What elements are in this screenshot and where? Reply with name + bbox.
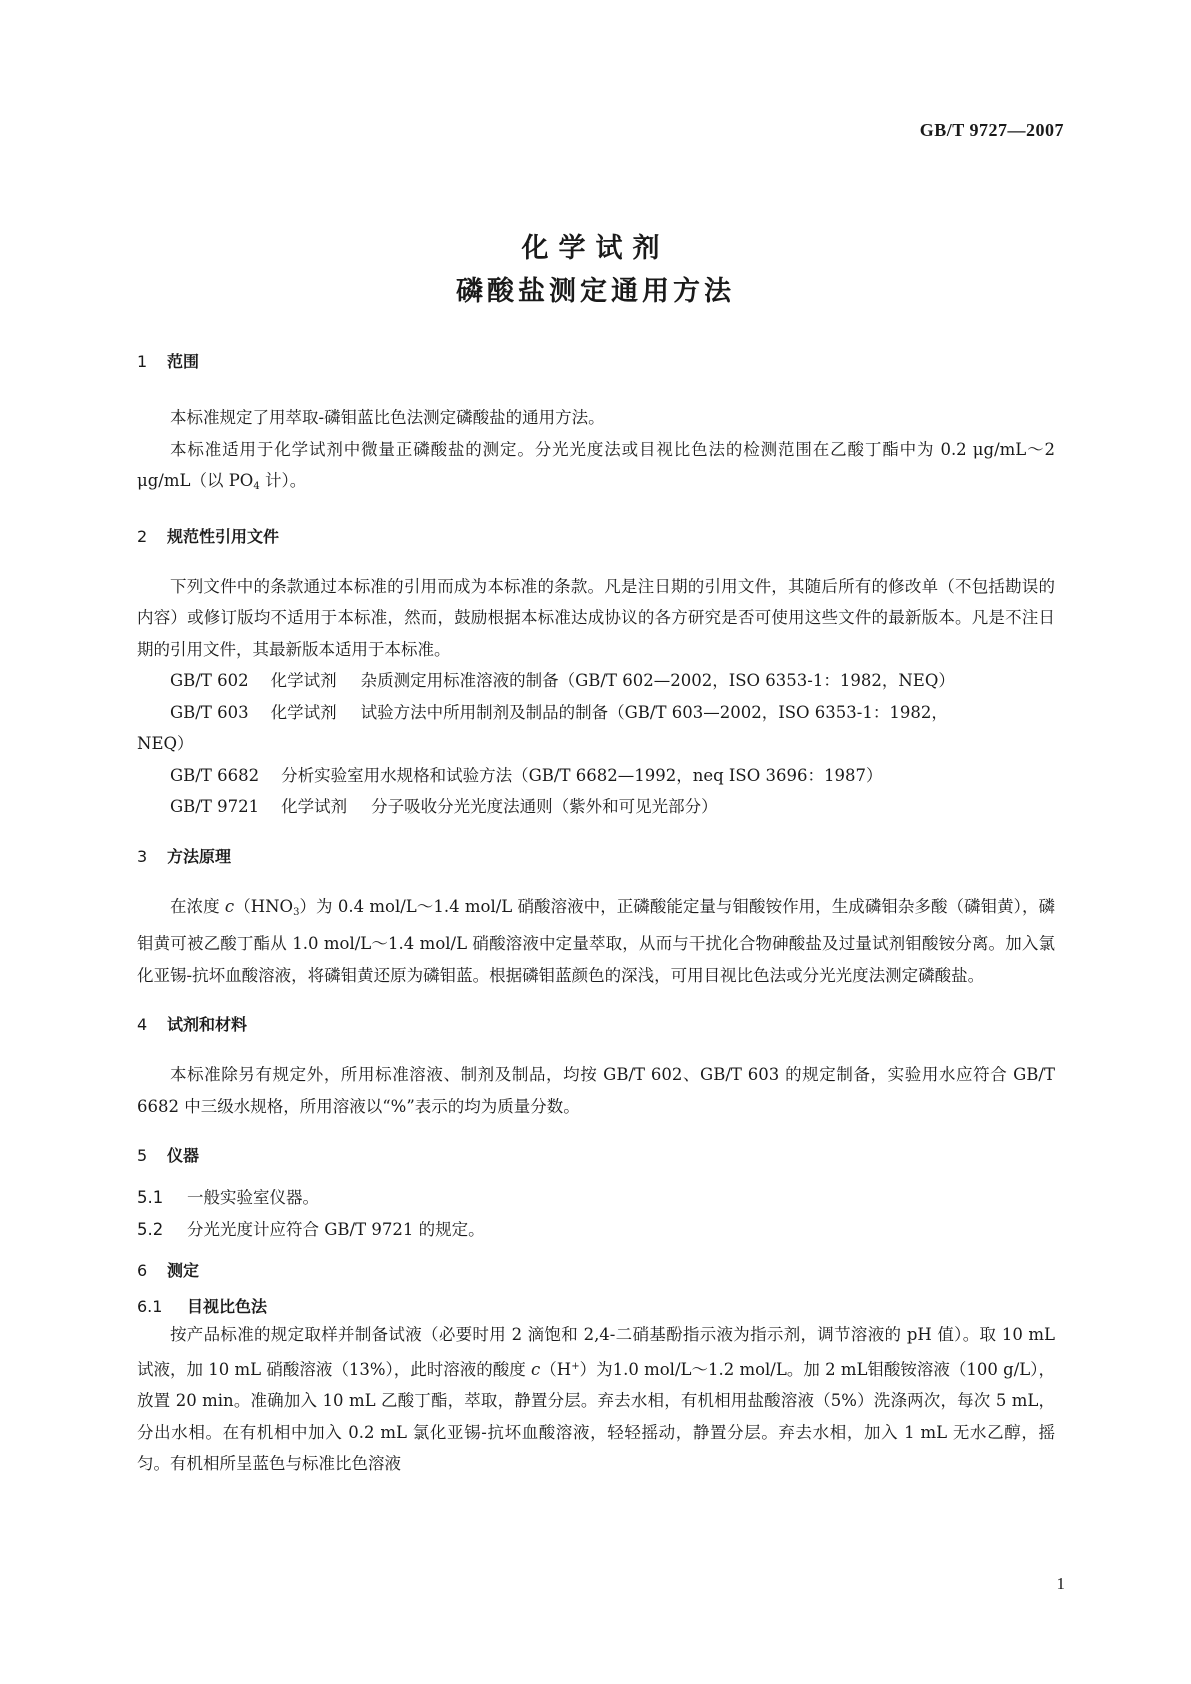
paragraph: 下列文件中的条款通过本标准的引用而成为本标准的条款。凡是注日期的引用文件，其随后所有的修改单（不包括勘误的内容）或修订版均不适用于本标准，然而，鼓励根据本标准达成协议的各方研究是否可使用这些文件的最新版本。凡是不注日期的引用文件，其最新版本适用于本标准。	[137, 576, 1055, 659]
paragraph	[137, 891, 1055, 992]
clause-text: 分光光度计应符合 GB/T 9721 的规定。	[187, 1219, 485, 1239]
document-subtitle: 磷酸盐测定通用方法	[456, 276, 735, 307]
section-heading-4	[137, 1013, 1055, 1037]
page-number: 1	[1056, 1574, 1065, 1593]
section-number: 5	[137, 1146, 148, 1165]
paragraph-text: 按产品标准的规定取样并制备试液（必要时用 2 滴饱和 2,4-二硝基酚指示液为指示剂，调节溶液的 pH 值）。取 10 mL 试液，加 10 mL 硝酸溶液（13%），此时溶液的酸度	[137, 1325, 1055, 1379]
reference-item	[137, 760, 1055, 792]
subscript: 4	[253, 481, 260, 492]
symbol-c: c	[224, 896, 235, 916]
subscript: 3	[293, 906, 300, 918]
section-heading-5	[137, 1144, 1055, 1168]
document-body	[137, 350, 1055, 1480]
section-heading-1	[137, 350, 1055, 374]
section-title: 方法原理	[167, 846, 232, 866]
section-heading-3	[137, 845, 1055, 869]
paragraph: 本标准规定了用萃取-磷钼蓝比色法测定磷酸盐的通用方法。	[170, 408, 605, 427]
reference-category: 化学试剂	[270, 702, 337, 722]
paragraph-text: 在浓度	[170, 896, 225, 916]
symbol-c: c	[531, 1359, 541, 1379]
reference-code: GB/T 9721	[170, 797, 260, 816]
section-heading-6	[137, 1259, 1055, 1283]
reference-item	[137, 665, 1055, 697]
clause-item	[137, 1182, 1055, 1214]
paragraph: 本标准除另有规定外，所用标准溶液、制剂及制品，均按 GB/T 602、GB/T 603 的规定制备，实验用水应符合 GB/T 6682 中三级水规格，所用溶液以“%”表示的均为质量分数。	[137, 1065, 1055, 1116]
reference-code: GB/T 603	[170, 702, 249, 722]
superscript: +	[571, 1360, 580, 1372]
paragraph-text: 本标准适用于化学试剂中微量正磷酸盐的测定。分光光度法或目视比色法的检测范围在乙酸丁酯中为 0.2 μg/mL～2 μg/mL（以 PO	[137, 439, 1055, 490]
section-number: 6	[137, 1261, 148, 1280]
reference-title: 分子吸收分光光度法通则（紫外和可见光部分）	[371, 797, 718, 816]
reference-code: GB/T 602	[170, 671, 249, 690]
section-number: 4	[137, 1015, 148, 1034]
paragraph	[137, 434, 1055, 503]
paragraph	[137, 1319, 1055, 1480]
section-title: 仪器	[167, 1146, 200, 1165]
section-title: 规范性引用文件	[167, 526, 280, 546]
reference-title: 杂质测定用标准溶液的制备（GB/T 602—2002，ISO 6353-1：1982，NEQ）	[360, 671, 955, 690]
standard-code: GB/T 9727—2007	[919, 120, 1064, 140]
paragraph-text: 计）。	[259, 471, 307, 490]
section-heading-2	[137, 525, 1055, 549]
reference-category: 化学试剂	[270, 671, 337, 690]
subsection-title: 目视比色法	[187, 1297, 268, 1316]
reference-title: 分析实验室用水规格和试验方法（GB/T 6682—1992，neq ISO 3696：1987）	[281, 765, 883, 785]
section-title: 试剂和材料	[167, 1015, 248, 1034]
reference-item-continuation: NEQ）	[137, 734, 194, 753]
section-title: 范围	[167, 352, 200, 371]
section-number: 2	[137, 526, 148, 546]
clause-number: 5.1	[137, 1188, 164, 1207]
reference-code: GB/T 6682	[170, 765, 260, 785]
reference-title: 试验方法中所用制剂及制品的制备（GB/T 603—2002，ISO 6353-1：1982，	[360, 702, 948, 722]
section-number: 1	[137, 352, 148, 371]
reference-category: 化学试剂	[281, 797, 348, 816]
paragraph-text: （HNO	[234, 896, 294, 916]
paragraph-text: ）为1.0 mol/L～1.2 mol/L。加 2 mL钼酸铵溶液（100 g/L），放置 20 min。准确加入 10 mL 乙酸丁酯，萃取，静置分层。弃去水相，有机相用盐酸溶液（5%）洗涤两次，每次 5 mL，分出水相。在有机相中加入 0.2 mL 氯化亚锡-抗坏血酸溶液，轻轻摇动，静置分层。弃去水相，加入 1 mL 无水乙醇，摇匀。有机相所呈蓝色与标准比色溶液	[137, 1359, 1056, 1473]
paragraph-text: ）为 0.4 mol/L～1.4 mol/L 硝酸溶液中，正磷酸能定量与钼酸铵作用，生成磷钼杂多酸（磷钼黄），磷钼黄可被乙酸丁酯从 1.0 mol/L～1.4 mol/L 硝酸溶液中定量萃取，从而与干扰化合物砷酸盐及过量试剂钼酸铵分离。加入氯化亚锡-抗坏血酸溶液，将磷钼黄还原为磷钼蓝。根据磷钼蓝颜色的深浅，可用目视比色法或分光光度法测定磷酸盐。	[137, 896, 1055, 985]
subsection-heading-6-1	[137, 1295, 1055, 1319]
subsection-number: 6.1	[137, 1297, 163, 1316]
clause-item	[137, 1214, 1055, 1246]
section-title: 测定	[167, 1261, 200, 1280]
reference-item	[137, 791, 1055, 823]
clause-number: 5.2	[137, 1219, 164, 1239]
reference-item	[137, 697, 1055, 729]
section-number: 3	[137, 846, 148, 866]
clause-text: 一般实验室仪器。	[187, 1188, 319, 1207]
document-title: 化学试剂	[521, 233, 670, 264]
paragraph-text: （H	[540, 1359, 572, 1379]
